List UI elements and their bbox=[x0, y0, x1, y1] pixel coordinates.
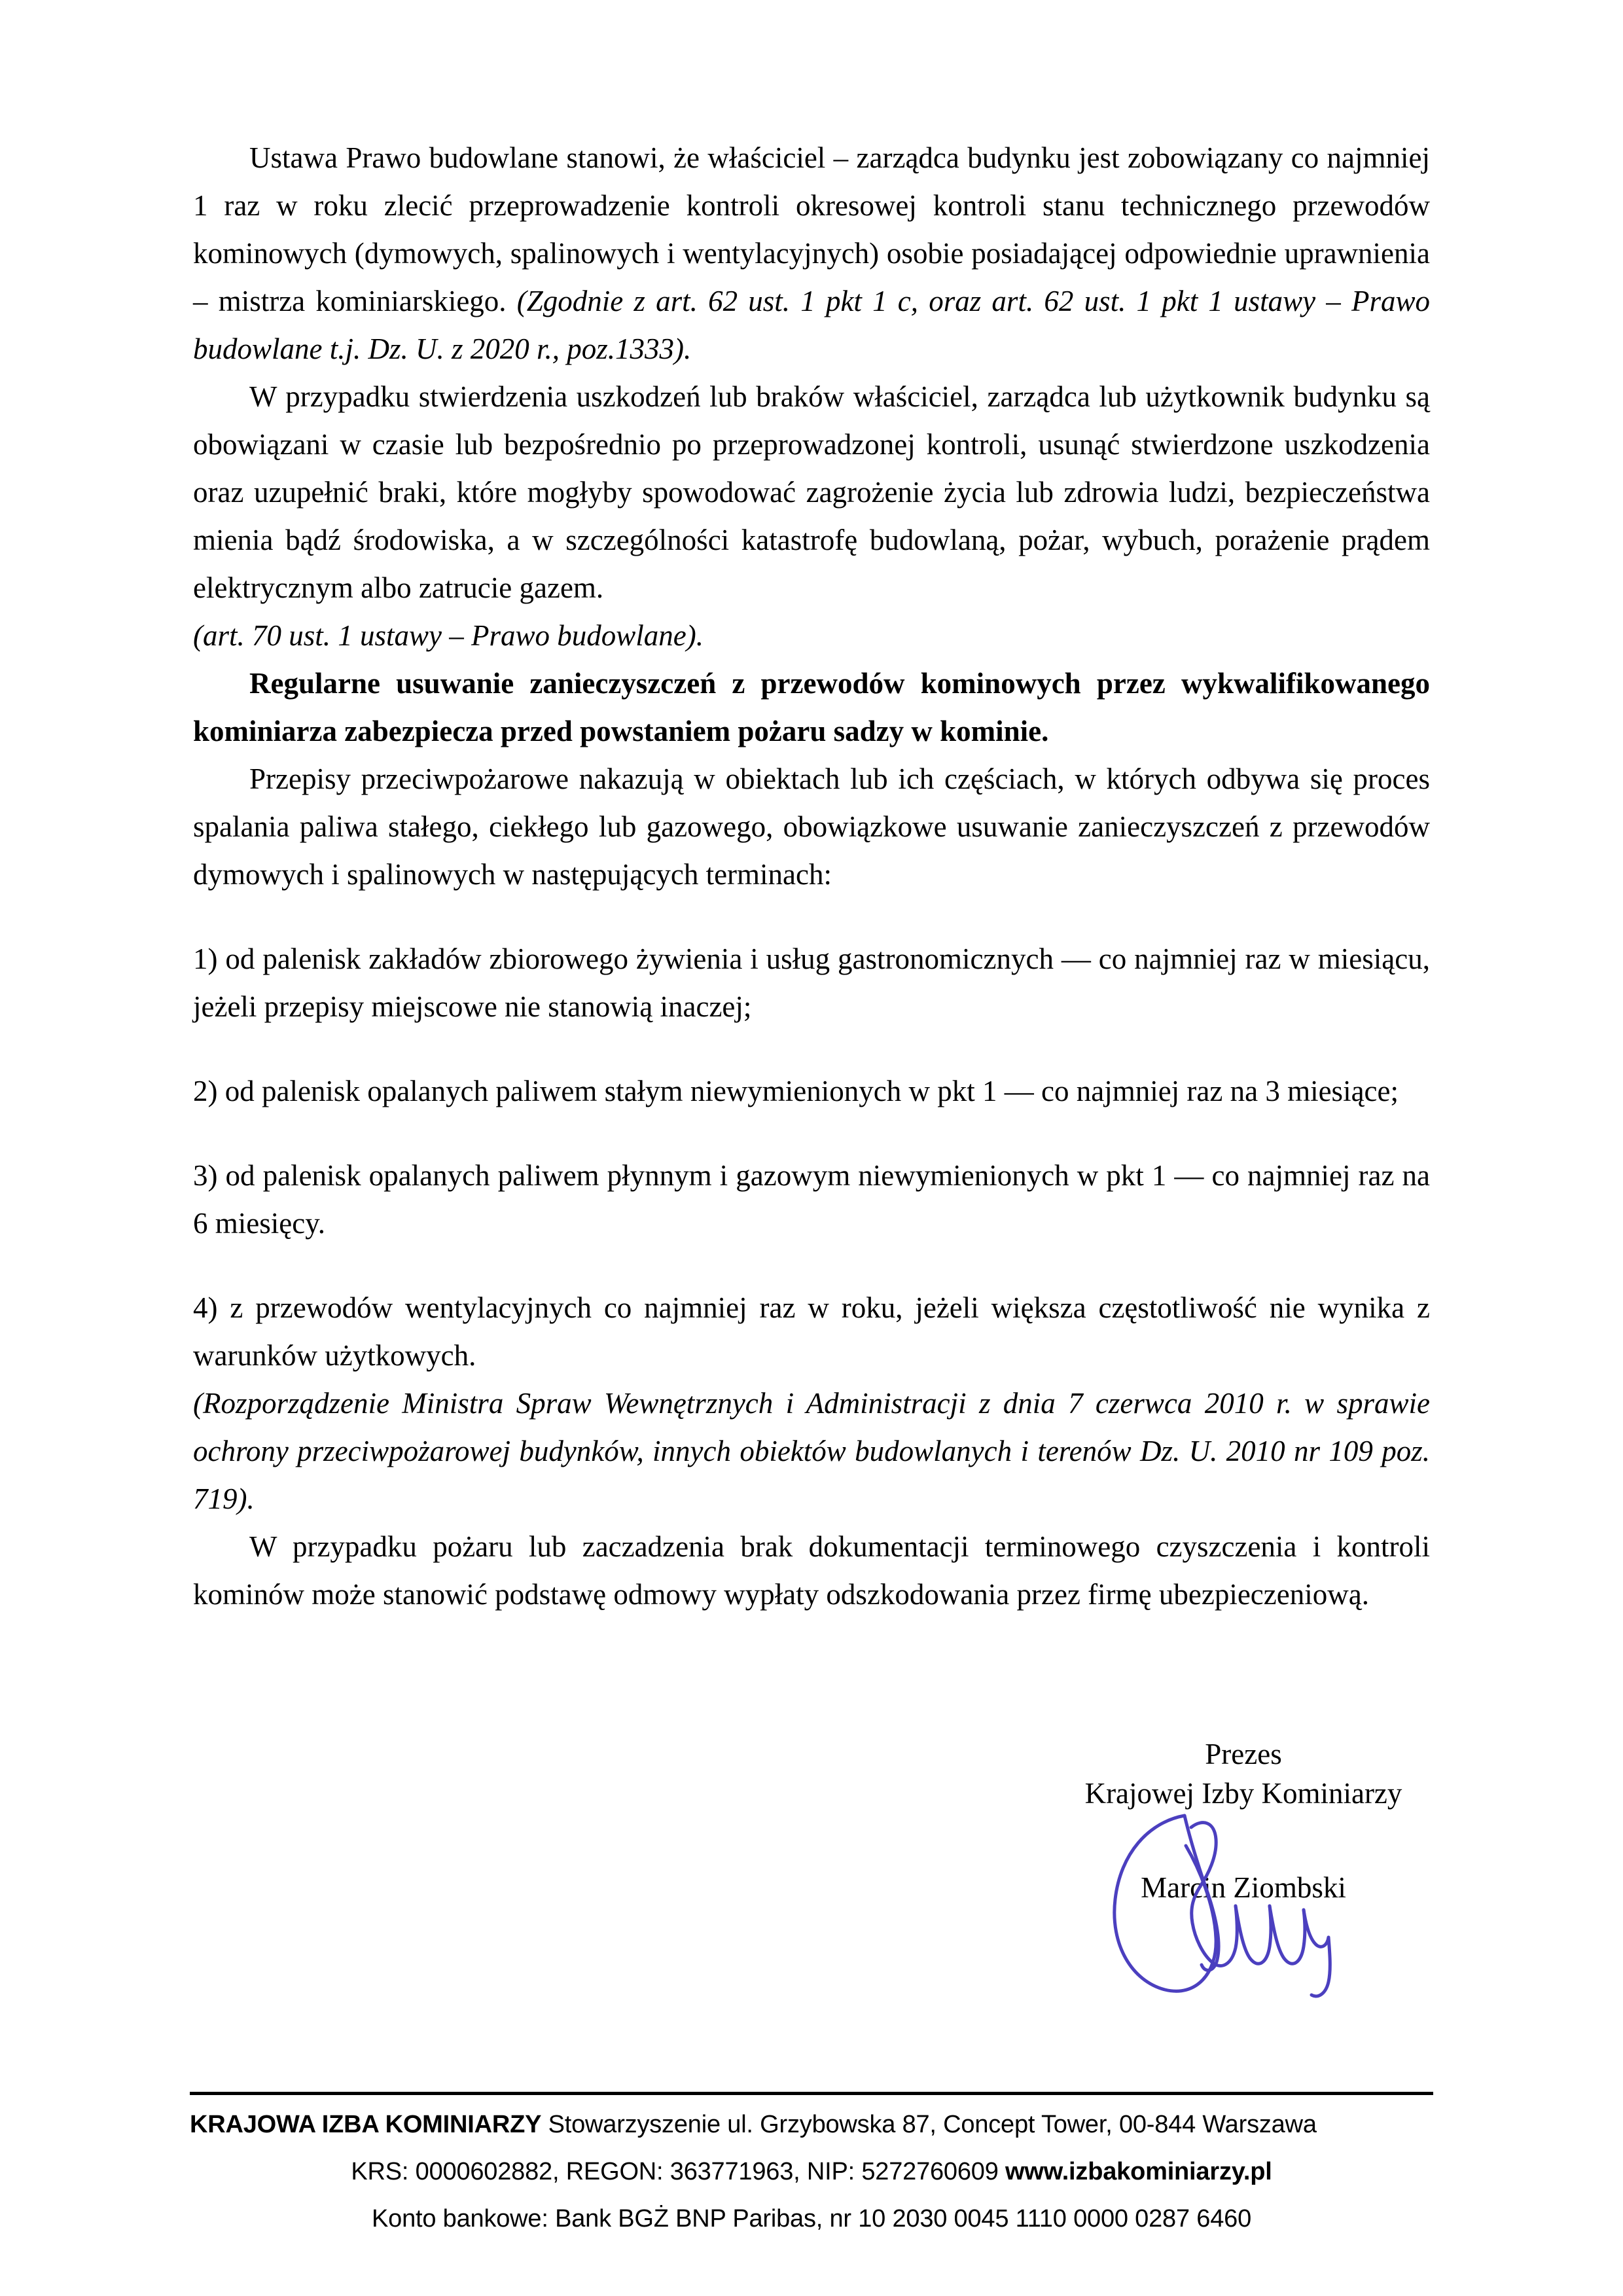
signature-role-line-2: Krajowej Izby Kominiarzy bbox=[1084, 1777, 1402, 1810]
paragraph-ustawa-prawo-budowlane bbox=[193, 134, 1430, 373]
paragraph-uszkodzenia-braki: W przypadku stwierdzenia uszkodzeń lub braków właściciel, zarządca lub użytkownik budynku są obowiązani w czasie lub bezpośrednio po przeprowadzonej kontroli, usunąć stwierdzone uszkodzenia oraz uzupełnić braki, które mogłyby spowodować zagrożenie życia lub zdrowia ludzi, bezpieczeństwa mienia bądź środowiska, a w szczególności katastrofę budowlaną, pożar, wybuch, porażenie prądem elektrycznym albo zatrucie gazem. bbox=[193, 380, 1430, 604]
paragraph-regularne-usuwanie-bold: Regularne usuwanie zanieczyszczeń z przewodów kominowych przez wykwalifikowanego kominiarza zabezpiecza przed powstaniem pożaru sadzy w kominie. bbox=[193, 667, 1430, 747]
signature-name: Marcin Ziombski bbox=[1141, 1871, 1346, 1904]
list-item: 4) z przewodów wentylacyjnych co najmniej raz w roku, jeżeli większa częstotliwość nie wynika z warunków użytkowych. bbox=[193, 1291, 1430, 1372]
paragraph-citation-rozporzadzenie: (Rozporządzenie Ministra Spraw Wewnętrznych i Administracji z dnia 7 czerwca 2010 r. w sprawie ochrony przeciwpożarowej budynków, innych obiektów budowlanych i terenów Dz. U. 2010 nr 109 poz. 719). bbox=[193, 1387, 1430, 1515]
footer-bank-line: Konto bankowe: Bank BGŻ BNP Paribas, nr 10 2030 0045 1110 0000 0287 6460 bbox=[371, 2205, 1252, 2233]
paragraph-citation-art70: (art. 70 ust. 1 ustawy – Prawo budowlane). bbox=[193, 619, 704, 652]
footer-website-link[interactable]: www.izbakominiarzy.pl bbox=[1005, 2158, 1272, 2185]
list-item: 2) od palenisk opalanych paliwem stałym niewymienionych w pkt 1 — co najmniej raz na 3 miesiące; bbox=[193, 1075, 1399, 1107]
footer-registration-numbers: KRS: 0000602882, REGON: 363771963, NIP: 5272760609 bbox=[351, 2158, 1006, 2185]
document-body bbox=[193, 134, 1430, 1619]
footer-divider bbox=[190, 2092, 1433, 2095]
paragraph-przepisy-przeciwpozarowe: Przepisy przeciwpożarowe nakazują w obiektach lub ich częściach, w których odbywa się proces spalania paliwa stałego, ciekłego lub gazowego, obowiązkowe usuwanie zanieczyszczeń z przewodów dymowych i spalinowych w następujących terminach: bbox=[193, 762, 1430, 891]
footer-org-name: KRAJOWA IZBA KOMINIARZY bbox=[190, 2111, 542, 2138]
paragraph-text: Ustawa Prawo budowlane stanowi, że właściciel – zarządca budynku jest zobowiązany co najmniej 1 raz w roku zlecić przeprowadzenie kontroli okresowej kontroli stanu technicznego przewodów kominowych (dymowych, spalinowych i wentylacyjnych) osobie posiadającej odpowiednie uprawnienia – mistrza kominiarskiego. bbox=[193, 141, 1430, 317]
footer-address-line bbox=[190, 2104, 1433, 2145]
signature-block bbox=[995, 1734, 1492, 1907]
list-item: 3) od palenisk opalanych paliwem płynnym i gazowym niewymienionych w pkt 1 — co najmniej raz na 6 miesięcy. bbox=[193, 1159, 1430, 1240]
footer bbox=[190, 2092, 1433, 2239]
list-item: 1) od palenisk zakładów zbiorowego żywienia i usług gastronomicznych — co najmniej raz w miesiącu, jeżeli przepisy miejscowe nie stanowią inaczej; bbox=[193, 942, 1430, 1023]
footer-address-rest: Stowarzyszenie ul. Grzybowska 87, Concept Tower, 00-844 Warszawa bbox=[541, 2111, 1317, 2138]
signature-role-line-1: Prezes bbox=[1205, 1738, 1282, 1770]
paragraph-citation: (Zgodnie z art. 62 ust. 1 pkt 1 c, oraz art. 62 ust. 1 pkt 1 ustawy – Prawo budowlane t.j. Dz. U. z 2020 r., poz.1333). bbox=[193, 285, 1431, 365]
footer-registration-line bbox=[190, 2151, 1433, 2192]
paragraph-pozar-zaczadzenie: W przypadku pożaru lub zaczadzenia brak dokumentacji terminowego czyszczenia i kontroli kominów może stanowić podstawę odmowy wypłaty odszkodowania przez firmę ubezpieczeniową. bbox=[193, 1530, 1430, 1611]
